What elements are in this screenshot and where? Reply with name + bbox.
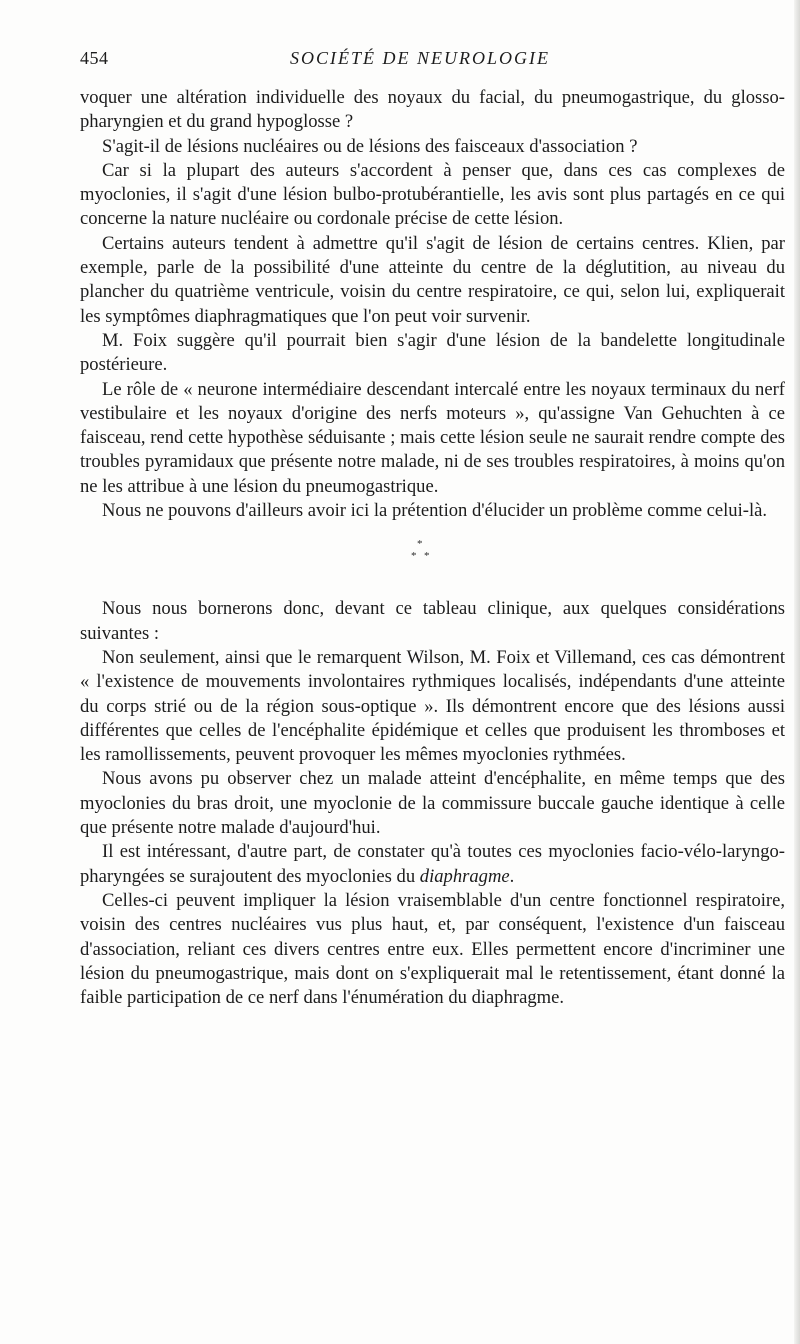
paragraph: Certains auteurs tendent à admettre qu'il s'agit de lésion de certains centres. Klien, par exemple, parle de la possibilité d'une atteinte du centre de la déglutition, au niveau du plancher du quatrième ventricule, voisin du centre respiratoire, ce qui, selon lui, expliquerait les symptômes diaphragmatiques que l'on peut voir survenir.: [80, 232, 785, 327]
asterism-star: *: [411, 550, 417, 563]
paragraph: Nous nous bornerons donc, devant ce tableau clinique, aux quelques considérations suivantes :: [80, 598, 785, 644]
paragraph: S'agit-il de lésions nucléaires ou de lésions des faisceaux d'association ?: [102, 135, 638, 157]
paragraph-text: Il est intéressant, d'autre part, de constater qu'à toutes ces myoclonies facio-vélo-laryngo-pharyngées se surajoutent des myoclonies du: [80, 841, 785, 887]
paragraph: Non seulement, ainsi que le remarquent Wilson, M. Foix et Villemand, ces cas démontrent « l'existence de mouvements involontaires rythmiques localisés, indépendants d'une atteinte du corps strié ou de la région sous-optique ». Ils démontrent encore que des lésions aussi différentes que celles de l'encéphalite épidémique et celles que produisent les thromboses et les ramollissements, peuvent provoquer les mêmes myoclonies rythmées.: [80, 646, 785, 766]
asterism-separator: [80, 535, 785, 583]
paragraph: Celles-ci peuvent impliquer la lésion vraisemblable d'un centre fonctionnel respiratoire, voisin des centres nucléaires vus plus haut, et, par conséquent, l'existence d'un faisceau d'association, reliant ces divers centres entre eux. Elles permettent encore d'incriminer une lésion du pneumogastrique, mais dont on s'expliquerait mal le retentissement, étant donné la faible participation de ce nerf dans l'énumération du diaphragme.: [80, 889, 785, 1009]
italic-term: diaphragme: [419, 865, 510, 887]
asterism-star: *: [417, 538, 423, 551]
paragraph: Nous avons pu observer chez un malade atteint d'encéphalite, en même temps que des myoclonies du bras droit, une myoclonie de la commissure buccale gauche identique à celle que présente notre malade d'aujourd'hui.: [80, 768, 785, 839]
paragraph: Nous ne pouvons d'ailleurs avoir ici la prétention d'élucider un problème comme celui-là.: [102, 500, 768, 522]
paragraph: Le rôle de « neurone intermédiaire descendant intercalé entre les noyaux terminaux du nerf vestibulaire et les noyaux d'origine des nerfs moteurs », qu'assigne Van Gehuchten à ce faisceau, rend cette hypothèse séduisante ; mais cette lésion seule ne saurait rendre compte des troubles pyramidaux que présente notre malade, ni de ses troubles respiratoires, à moins qu'on ne les attribue à une lésion du pneumogastrique.: [80, 378, 785, 497]
page-number: 454: [80, 48, 109, 68]
paragraph: M. Foix suggère qu'il pourrait bien s'agir d'une lésion de la bandelette longitudinale postérieure.: [80, 329, 785, 376]
paragraph-continuation: voquer une altération individuelle des noyaux du facial, du pneumogastrique, du glosso-pharyngien et du grand hypoglosse ?: [80, 87, 785, 133]
page-edge-shadow: [794, 0, 800, 1344]
paragraph-text: .: [509, 865, 515, 887]
paragraph-diaphragm: [80, 840, 785, 889]
body-text: [80, 86, 785, 1010]
asterism-star: *: [424, 550, 430, 563]
running-title: SOCIÉTÉ DE NEUROLOGIE: [290, 48, 550, 68]
paragraph: Car si la plupart des auteurs s'accordent à penser que, dans ces cas complexes de myoclonies, il s'agit d'une lésion bulbo-protubérantielle, les avis sont plus partagés en ce qui concerne la nature nucléaire ou cordonale précise de cette lésion.: [80, 159, 785, 230]
page-header: [80, 48, 770, 76]
